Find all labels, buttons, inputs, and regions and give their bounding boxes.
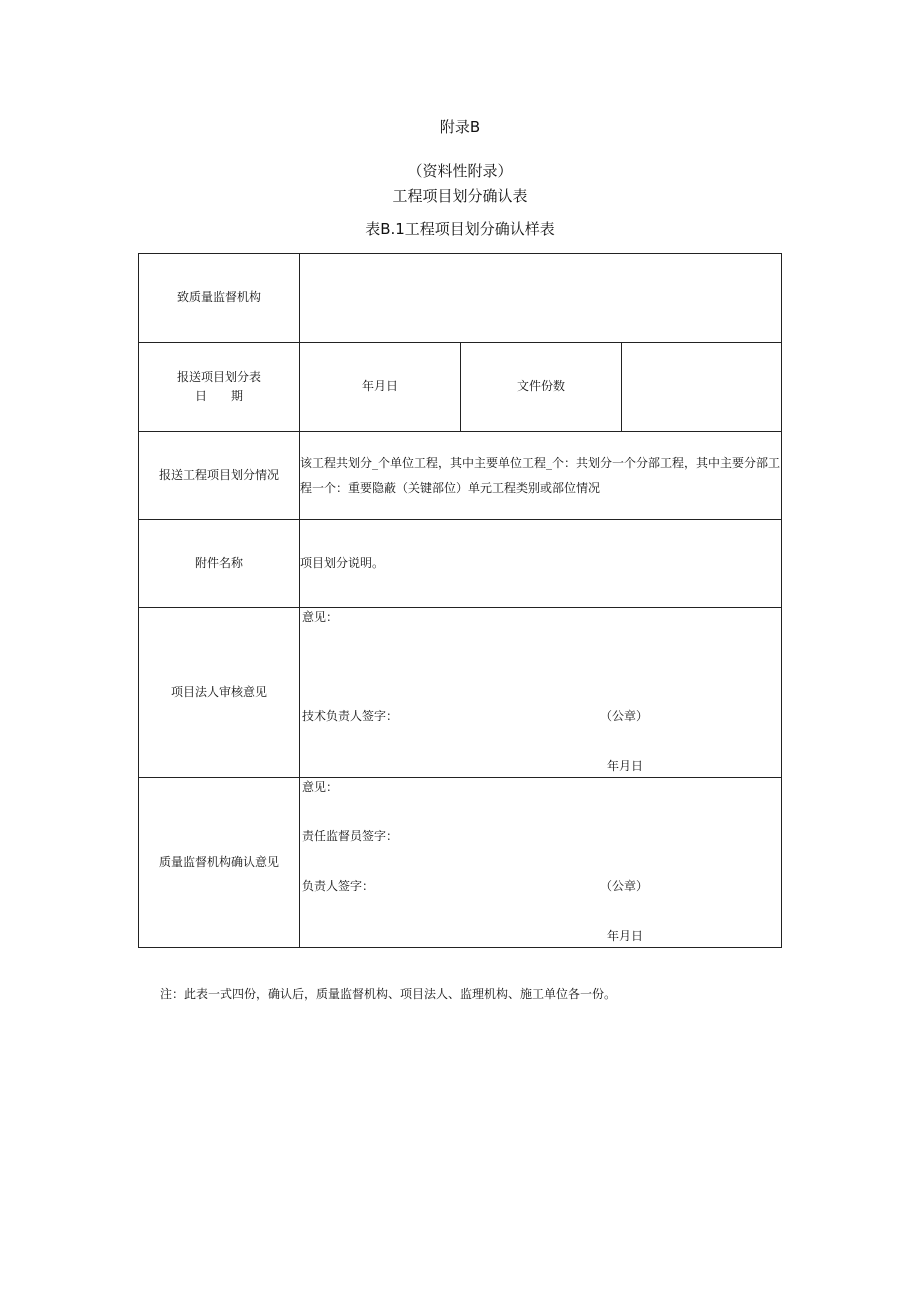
- supervision-confirm-label: 质量监督机构确认意见: [139, 778, 300, 948]
- row-attachment: [139, 520, 782, 608]
- recipient-label: 致质量监督机构: [139, 254, 300, 343]
- appendix-subtitle: （资料性附录）: [407, 162, 513, 180]
- row-recipient: [139, 254, 782, 343]
- copies-label: 文件份数: [461, 343, 622, 432]
- table-title: 表B.1工程项目划分确认样表: [365, 220, 555, 238]
- row-supervision-confirm: [139, 778, 782, 948]
- division-status-text[interactable]: 该工程共划分_个单位工程，其中主要单位工程_个：共划分一个分部工程，其中主要分部工程一个：重要隐蔽（关键部位）单元工程类别或部位情况: [300, 432, 782, 520]
- row-owner-review: [139, 608, 782, 778]
- appendix-heading: 附录B: [439, 118, 481, 136]
- attachment-text[interactable]: 项目划分说明。: [300, 520, 782, 608]
- supervision-opinion-label: 意见：: [302, 780, 339, 794]
- copies-value[interactable]: [622, 343, 782, 432]
- supervisor-signer-label: 责任监督员签字：: [302, 829, 399, 843]
- supervision-confirm-cell[interactable]: [300, 778, 782, 948]
- attachment-label: 附件名称: [139, 520, 300, 608]
- supervision-head-signer-label: 负责人签字：: [302, 879, 375, 893]
- owner-signer-label: 技术负责人签字：: [302, 709, 399, 723]
- submission-date-label-line2: 日 期: [194, 389, 243, 403]
- owner-opinion-label: 意见：: [302, 610, 339, 624]
- submission-date-label-line1: 报送项目划分表: [176, 369, 261, 384]
- supervision-seal-label: （公章）: [600, 879, 649, 893]
- submission-date-value[interactable]: 年月日: [300, 343, 461, 432]
- row-submission-date: [139, 343, 782, 432]
- confirmation-form-table: [138, 253, 782, 948]
- row-division-status: [139, 432, 782, 520]
- owner-review-cell[interactable]: [300, 608, 782, 778]
- division-status-label: 报送工程项目划分情况: [139, 432, 300, 520]
- footnote: 注：此表一式四份，确认后，质量监督机构、项目法人、监理机构、施工单位各一份。: [160, 987, 617, 1001]
- submission-date-label: [139, 343, 300, 432]
- owner-review-label: 项目法人审核意见: [139, 608, 300, 778]
- supervision-date-label: 年月日: [607, 929, 644, 943]
- owner-date-label: 年月日: [607, 759, 644, 773]
- document-title: 工程项目划分确认表: [392, 187, 528, 205]
- owner-seal-label: （公章）: [600, 709, 649, 723]
- recipient-value[interactable]: [300, 254, 782, 343]
